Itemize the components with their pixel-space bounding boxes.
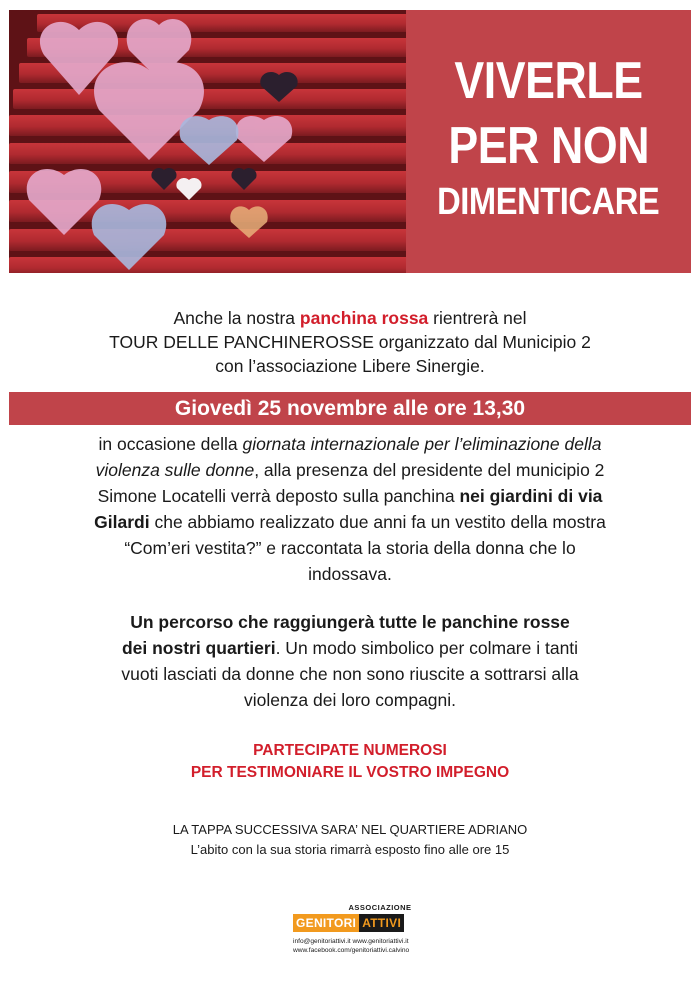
p1-line-3 (0, 483, 700, 509)
p1-line-4 (0, 509, 700, 535)
logo-label: ASSOCIAZIONE (348, 903, 412, 912)
p1-italic-1: giornata internazionale per l’eliminazione della (242, 434, 602, 454)
logo-word-1: GENITORI (293, 914, 359, 932)
call-line-2: PER TESTIMONIARE IL VOSTRO IMPEGNO (190, 764, 510, 781)
p2-line-3: vuoti lasciati da donne che non sono riuscite a sottrarsi alla (121, 664, 579, 684)
event-date-bar: Giovedì 25 novembre alle ore 13,30 (9, 392, 691, 425)
intro-line-3: con l’associazione Libere Sinergie. (215, 356, 485, 376)
contact-email-web[interactable]: info@genitoriattivi.it www.genitoriattivi.it (293, 938, 409, 945)
intro-text-1: Anche la nostra (173, 308, 300, 328)
intro-text-2: rientrerà nel (428, 308, 527, 328)
bench-photo (9, 10, 406, 273)
p2-bold-2: dei nostri quartieri (121, 638, 276, 658)
intro-text (0, 306, 700, 378)
title-panel (406, 10, 691, 273)
title-line-3: DIMENTICARE (437, 181, 660, 224)
logo-word-2: ATTIVI (359, 914, 404, 932)
intro-line-1 (0, 306, 700, 330)
p1-bold-2: Gilardi (94, 512, 150, 532)
next-stop-info (0, 820, 700, 860)
next-line-2: L’abito con la sua storia rimarrà esposto fino alle ore 15 (190, 842, 510, 857)
p1-text-3: Simone Locatelli verrà deposto sulla panchina (97, 486, 460, 506)
p2-text-2: . Un modo simbolico per colmare i tanti (275, 638, 579, 658)
title-line-1: VIVERLE (454, 51, 643, 110)
p1-italic-2: violenza sulle donne (95, 460, 255, 480)
logo-contacts (293, 937, 453, 955)
p2-line-4: violenza dei loro compagni. (243, 690, 457, 710)
p1-line-5: “Com’eri vestita?” e raccontata la storia della donna che lo (124, 538, 576, 558)
p2-line-1 (0, 609, 700, 635)
p2-bold-1: Un percorso che raggiungerà tutte le panchine rosse (130, 612, 570, 632)
p1-line-1 (0, 431, 700, 457)
p1-line-2 (0, 457, 700, 483)
intro-line-2: TOUR DELLE PANCHINEROSSE organizzato dal Municipio 2 (109, 332, 591, 352)
contact-facebook[interactable]: www.facebook.com/genitoriattivi.calvino (293, 947, 410, 954)
highlight-red-bench: panchina rossa (299, 308, 429, 328)
association-logo (293, 903, 453, 963)
logo-wordmark (293, 914, 423, 932)
event-description (0, 431, 700, 587)
red-bench-icon (9, 10, 406, 273)
call-to-action (0, 740, 700, 784)
p1-bold-1: nei giardini di via (459, 486, 603, 506)
header-banner (9, 10, 691, 273)
tour-description (0, 609, 700, 713)
p1-text-1: in occasione della (98, 434, 243, 454)
p1-text-2: , alla presenza del presidente del municipio 2 (254, 460, 605, 480)
p1-text-4: che abbiamo realizzato due anni fa un vestito della mostra (149, 512, 606, 532)
title-line-2: PER NON (448, 116, 649, 175)
p1-line-6: indossava. (308, 564, 392, 584)
call-line-1: PARTECIPATE NUMEROSI (253, 742, 447, 759)
p2-line-2 (0, 635, 700, 661)
next-line-1: LA TAPPA SUCCESSIVA SARA’ NEL QUARTIERE ADRIANO (172, 822, 528, 837)
